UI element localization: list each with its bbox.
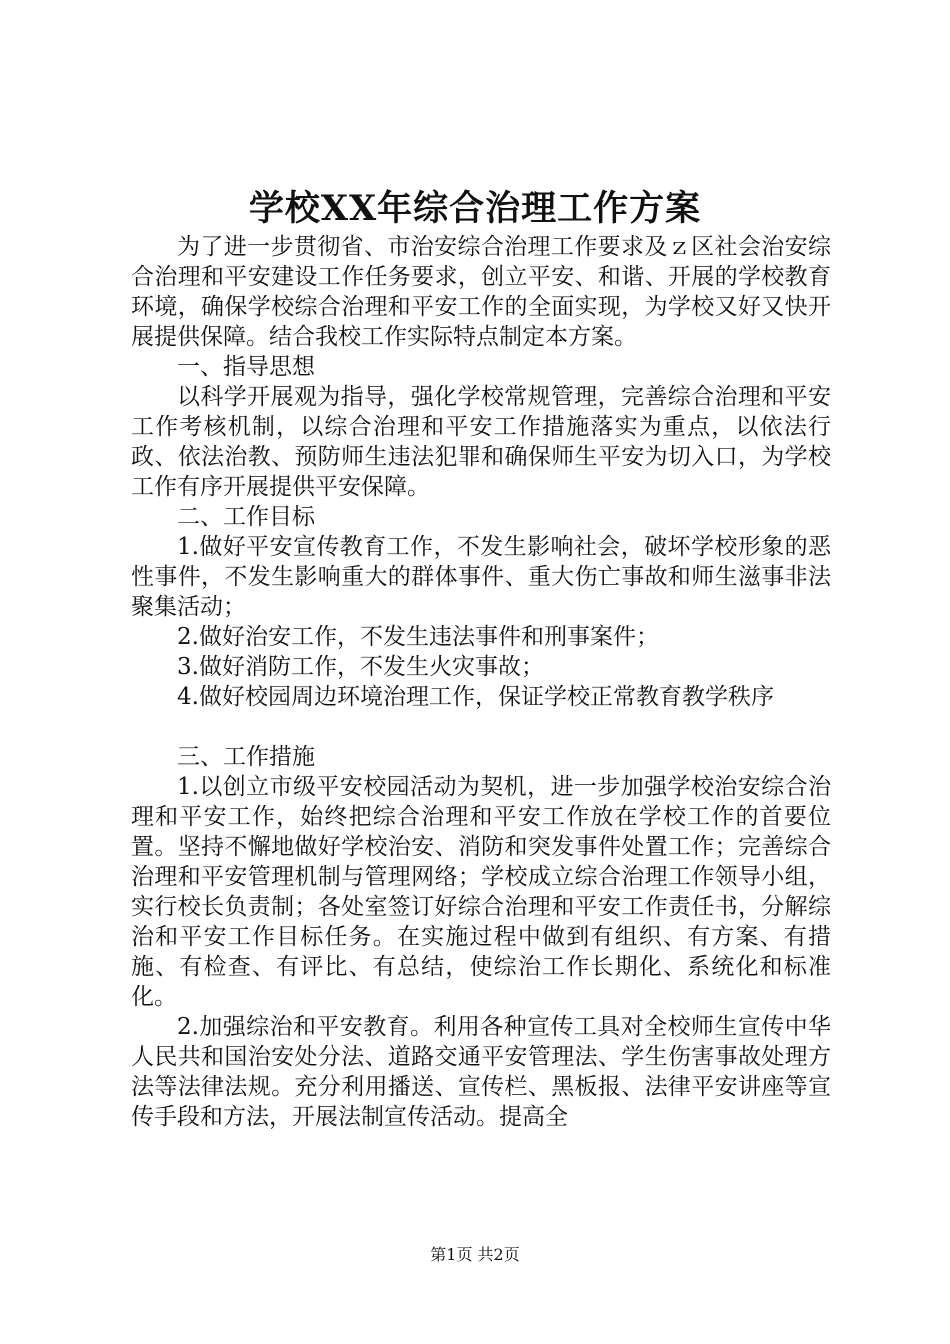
section-heading-work-goals: 二、工作目标 — [177, 504, 315, 530]
paragraph-goal-1: 1.做好平安宣传教育工作，不发生影响社会，破坏学校形象的恶性事件，不发生影响重大的群体事件、重大伤亡事故和师生滋事非法聚集活动； — [131, 534, 831, 620]
page-footer: 第1页 共2页 — [430, 1245, 520, 1264]
paragraph-measure-2: 2.加强综治和平安教育。利用各种宣传工具对全校师生宣传中华人民共和国治安处分法、道路交通平安管理法、学生伤害事故处理方法等法律法规。充分利用播送、宣传栏、黑板报、法律平安讲座等宣传手段和方法，开展法制宣传活动。提高全 — [131, 1014, 831, 1130]
document-body — [131, 232, 831, 1132]
section-heading-work-measures: 三、工作措施 — [177, 744, 315, 770]
paragraph-guiding-thought: 以科学开展观为指导，强化学校常规管理，完善综合治理和平安工作考核机制，以综合治理和平安工作措施落实为重点，以依法行政、依法治教、预防师生违法犯罪和确保师生平安为切入口，为学校工作有序开展提供平安保障。 — [131, 384, 831, 500]
paragraph-intro: 为了进一步贯彻省、市治安综合治理工作要求及ｚ区社会治安综合治理和平安建设工作任务要求，创立平安、和谐、开展的学校教育环境，确保学校综合治理和平安工作的全面实现，为学校又好又快开展提供保障。结合我校工作实际特点制定本方案。 — [131, 234, 831, 350]
blank-line — [131, 712, 831, 742]
paragraph-measure-1: 1.以创立市级平安校园活动为契机，进一步加强学校治安综合治理和平安工作，始终把综合治理和平安工作放在学校工作的首要位置。坚持不懈地做好学校治安、消防和突发事件处置工作；完善综合治理和平安管理机制与管理网络；学校成立综合治理工作领导小组，实行校长负责制；各处室签订好综合治理和平安工作责任书，分解综治和平安工作目标任务。在实施过程中做到有组织、有方案、有措施、有检查、有评比、有总结，使综治工作长期化、系统化和标准化。 — [131, 774, 831, 1010]
paragraph-goal-4: 4.做好校园周边环境治理工作，保证学校正常教育教学秩序 — [177, 684, 774, 710]
section-heading-guiding-thought: 一、指导思想 — [177, 354, 315, 380]
document-title: 学校XX年综合治理工作方案 — [248, 188, 702, 229]
paragraph-goal-2: 2.做好治安工作，不发生违法事件和刑事案件； — [177, 624, 659, 650]
paragraph-goal-3: 3.做好消防工作，不发生火灾事故； — [177, 654, 544, 680]
